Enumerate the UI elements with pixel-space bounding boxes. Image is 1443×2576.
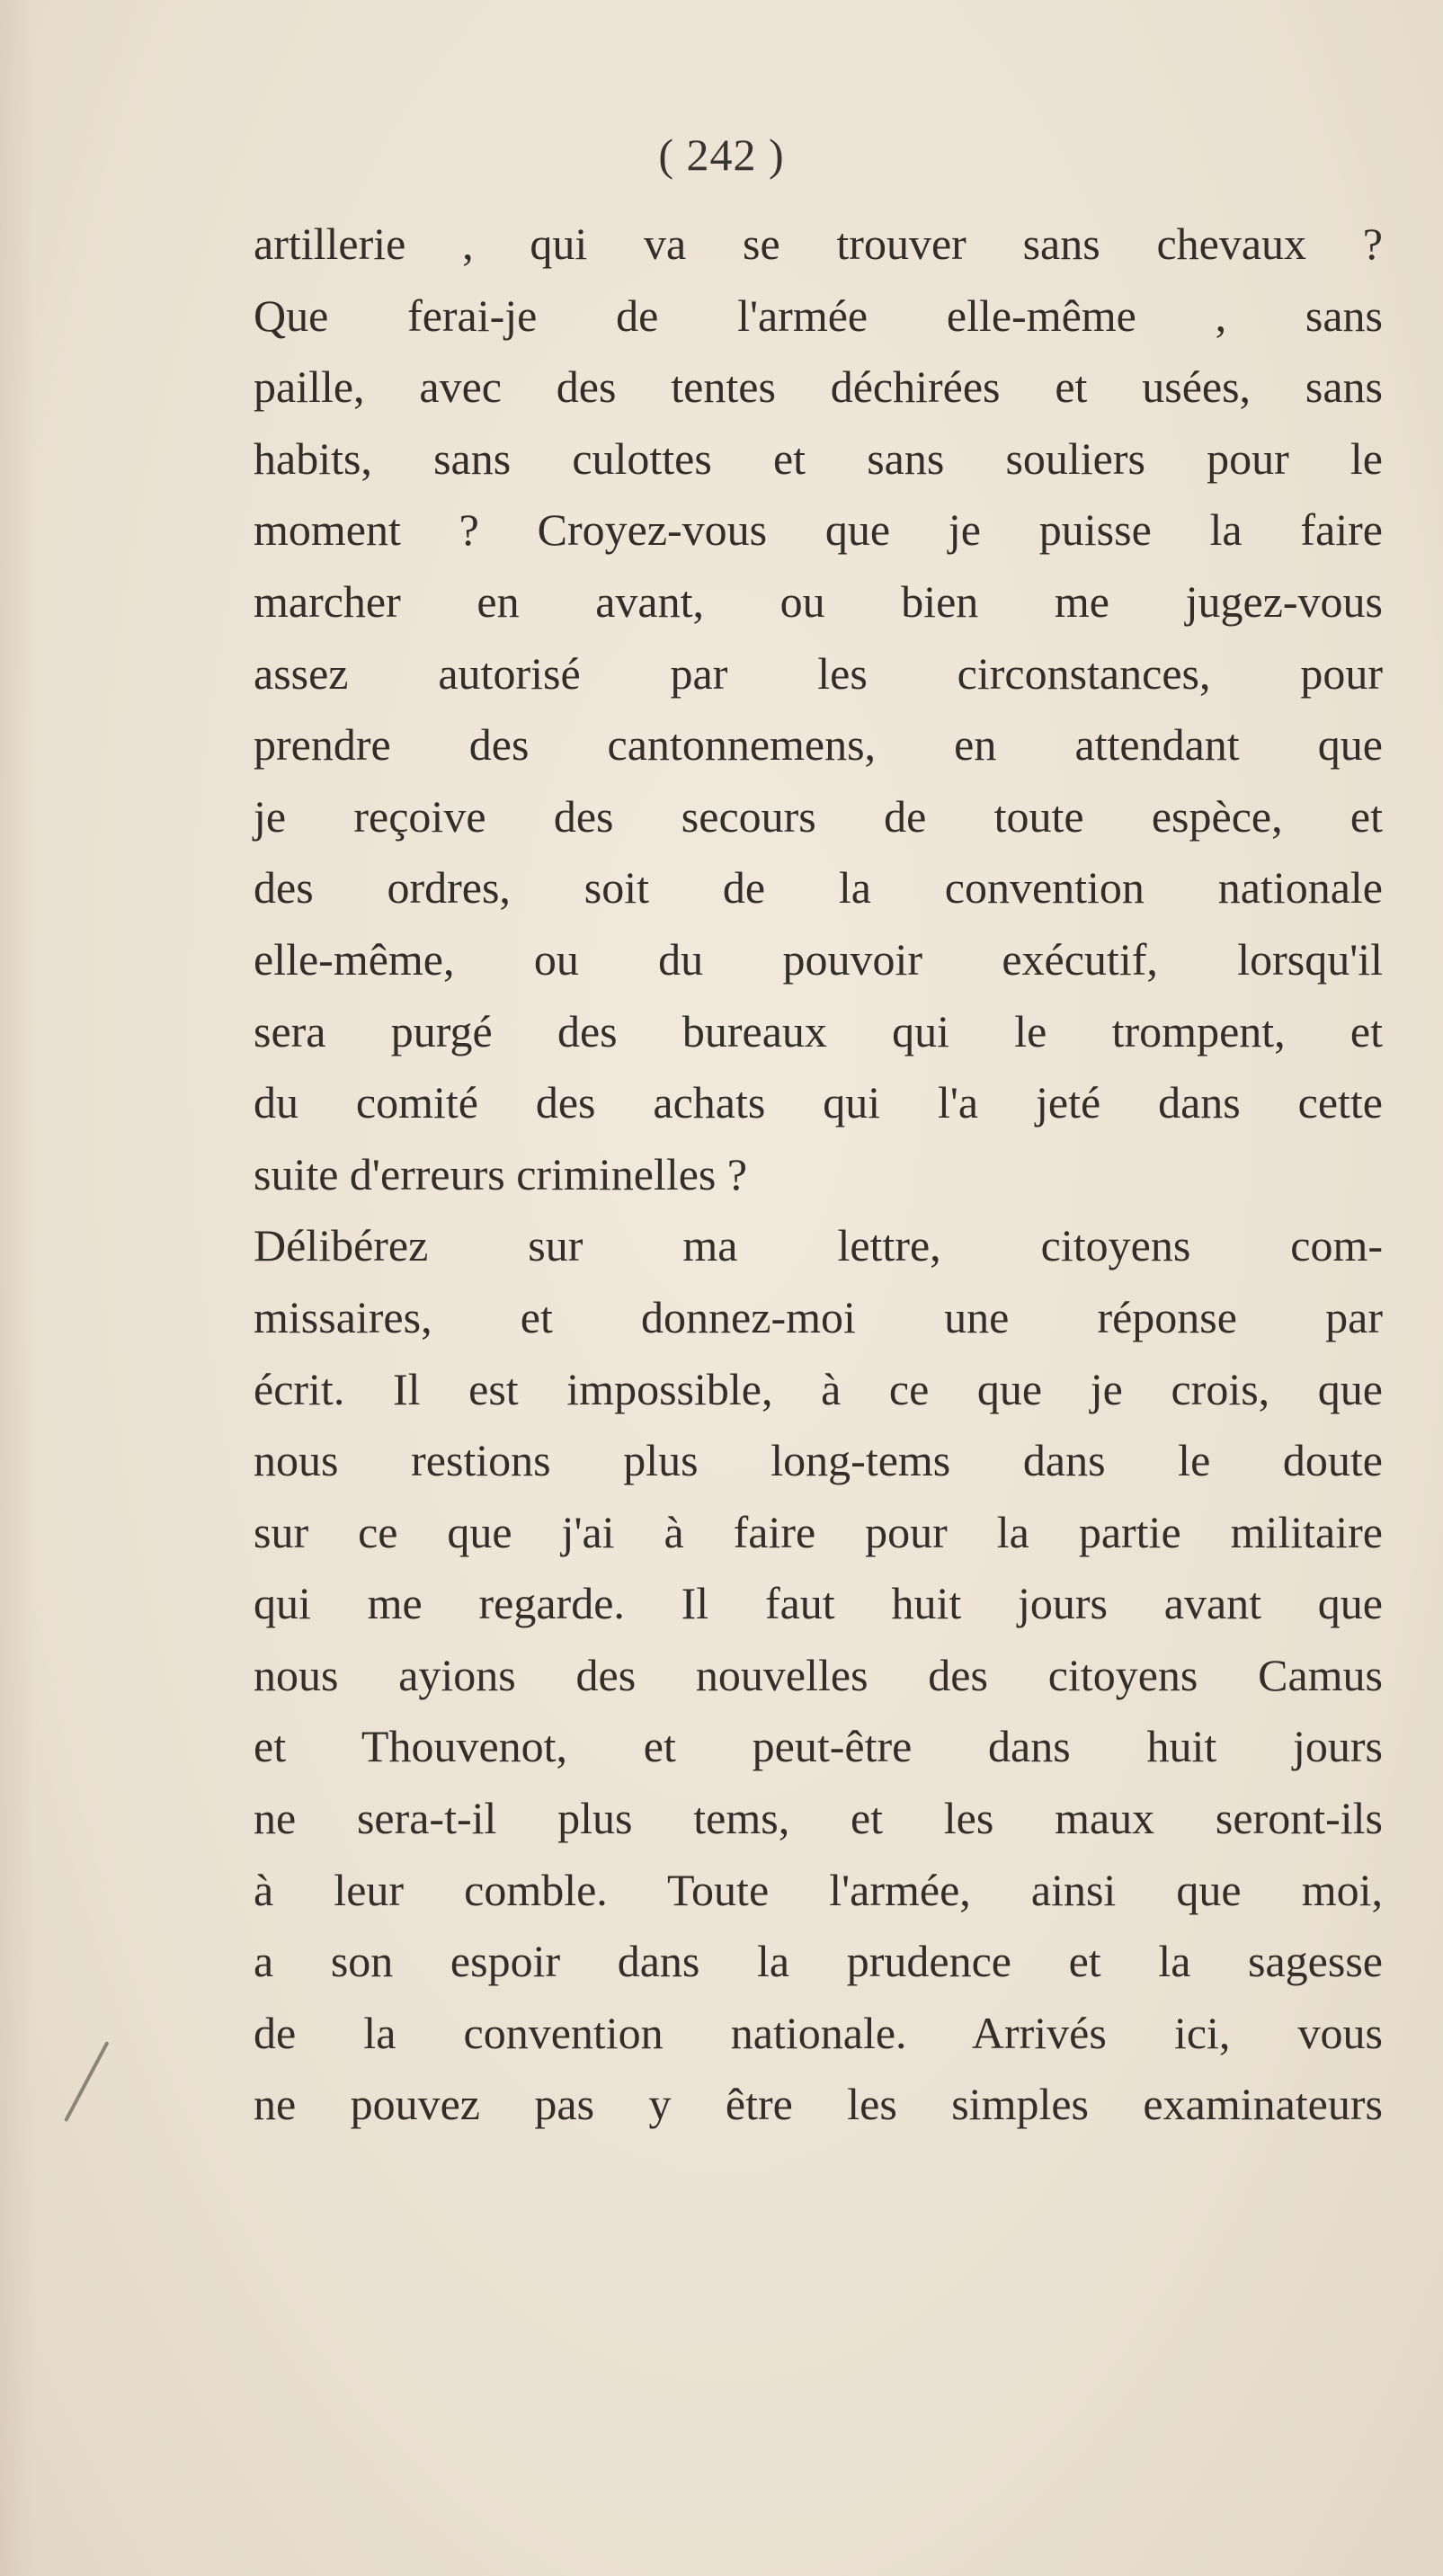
- text-line: à leur comble. Toute l'armée, ainsi que moi,: [254, 1864, 1383, 1915]
- text-line: des ordres, soit de la convention nationale: [254, 862, 1383, 914]
- text-line: a son espoir dans la prudence et la sagesse: [254, 1936, 1383, 1987]
- text-line: et Thouvenot, et peut-être dans huit jours: [254, 1721, 1383, 1772]
- text-line: assez autorisé par les circonstances, pour: [254, 647, 1383, 699]
- pencil-slash-mark: [64, 2041, 109, 2122]
- text-line: sur ce que j'ai à faire pour la partie militaire: [254, 1506, 1383, 1557]
- text-line: suite d'erreurs criminelles ?: [254, 1148, 748, 1199]
- text-line: artillerie , qui va se trouver sans chevaux ?: [254, 218, 1383, 269]
- text-line: missaires, et donnez-moi une réponse par: [254, 1291, 1383, 1342]
- body-text: [254, 209, 1383, 2141]
- text-line: du comité des achats qui l'a jeté dans cette: [254, 1077, 1383, 1128]
- text-line: sera purgé des bureaux qui le trompent, et: [254, 1005, 1383, 1056]
- text-line: Délibérez sur ma lettre, citoyens com-: [254, 1220, 1383, 1271]
- text-line: prendre des cantonnemens, en attendant que: [254, 719, 1383, 771]
- text-line: de la convention nationale. Arrivés ici, vous: [254, 2007, 1383, 2058]
- text-line: elle-même, ou du pouvoir exécutif, lorsqu'il: [254, 933, 1383, 985]
- text-line: paille, avec des tentes déchirées et usées, sans: [254, 361, 1383, 413]
- text-line: habits, sans culottes et sans souliers pour le: [254, 432, 1383, 484]
- page-number: ( 242 ): [658, 129, 785, 180]
- text-line: qui me regarde. Il faut huit jours avant que: [254, 1578, 1383, 1629]
- text-line: écrit. Il est impossible, à ce que je crois, que: [254, 1363, 1383, 1414]
- text-line: ne pouvez pas y être les simples examinateurs: [254, 2079, 1383, 2130]
- text-line: moment ? Croyez-vous que je puisse la faire: [254, 504, 1383, 556]
- text-line: Que ferai-je de l'armée elle-même , sans: [254, 290, 1383, 341]
- page-edge-shadow: [0, 0, 36, 2576]
- text-line: ne sera-t-il plus tems, et les maux seront-ils: [254, 1793, 1383, 1844]
- text-line: je reçoive des secours de toute espèce, et: [254, 790, 1383, 842]
- text-line: marcher en avant, ou bien me jugez-vous: [254, 575, 1383, 627]
- text-line: nous ayions des nouvelles des citoyens Camus: [254, 1649, 1383, 1700]
- text-line: nous restions plus long-tems dans le doute: [254, 1435, 1383, 1486]
